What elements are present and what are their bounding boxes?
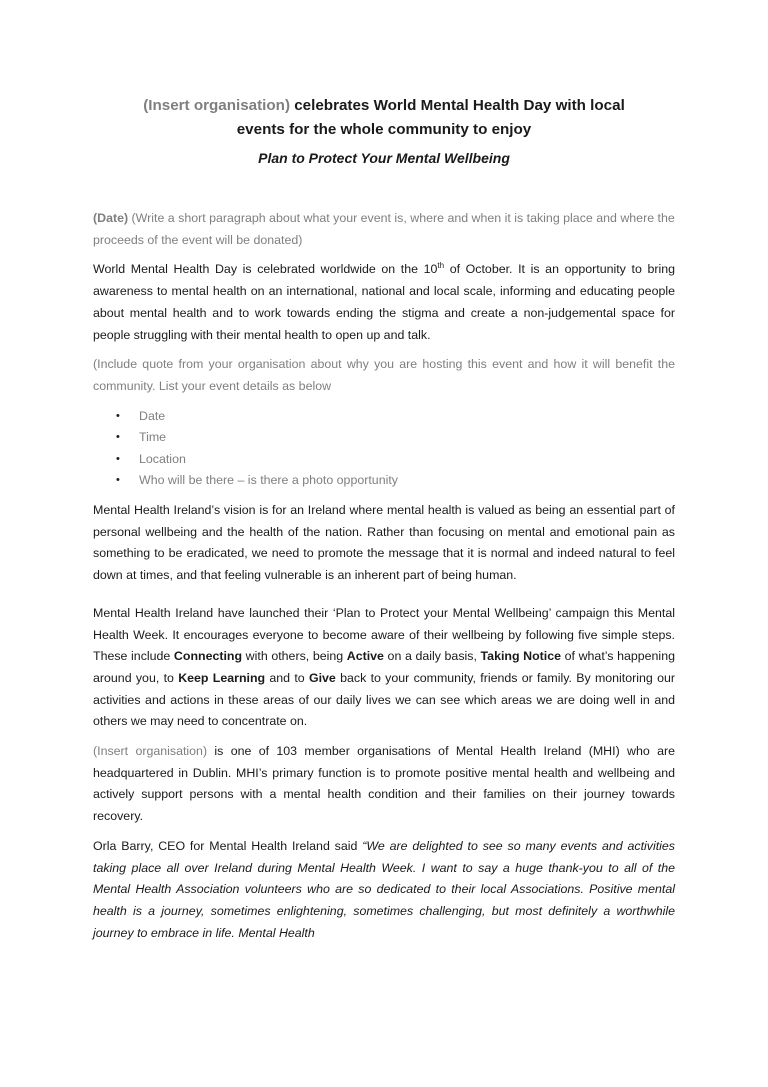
title-line-2: events for the whole community to enjoy [236,121,532,138]
step-taking-notice: Taking Notice [480,649,562,664]
event-detail-location: Location [139,451,186,466]
list-item [114,406,675,428]
campaign-paragraph [93,603,675,733]
vision-paragraph: Mental Health Ireland’s vision is for an Ireland where mental health is valued as being an essential part of personal wellbeing and the health of the nation. Rather than focusing on mental and emotional pain as something to be eradicated, we need to promote the message that it is normal and indeed natural to feel down at times, and that feeling vulnerable is an inherent part of being human. [93,503,675,583]
step-connecting: Connecting [173,649,243,664]
title-line-1: celebrates World Mental Health Day with local [290,97,625,114]
campaign-text: of what’s happening around you, to [93,649,675,685]
document-body [93,94,675,944]
campaign-text: with others, being [242,649,347,664]
bullet-icon: • [116,431,120,444]
event-detail-date: Date [139,408,166,423]
list-item [114,449,675,471]
event-details-list [93,406,675,492]
member-text: is one of 103 member organisations of Mental Health Ireland (MHI) who are headquartered in Dublin. MHI’s primary function is to promote positive mental health and wellbeing and actively support persons with a mental health condition and their families on their journey towards recovery. [93,744,675,824]
list-item [114,427,675,449]
wmhd-text-end: of October. It is an opportunity to bring awareness to mental health on an international, national and local scale, informing and educating people about mental health and to work towards ending the stigma and create a non-judgemental space for people struggling with their mental health to open up and talk. [93,262,675,342]
ceo-quote: “We are delighted to see so many events and activities taking place all over Ireland during Mental Health Week. I want to say a huge thank-you to all of the Mental Health Association volunteers who are so dedicated to their local Associations. Positive mental health is a journey, sometimes enlightening, sometimes challenging, but most definitely a worthwhile journey to embrace in life. Mental Health [93,838,675,940]
campaign-text: back to your community, friends or family. By monitoring our activities and actions in these areas of our daily lives we can see which areas we are doing well in and others we may need to concentrate on. [93,670,675,729]
member-org-placeholder: (Insert organisation) [93,744,208,759]
member-paragraph [93,741,675,828]
ceo-quote-paragraph [93,836,675,945]
date-label: (Date) [93,211,129,225]
step-give: Give [308,670,336,685]
title-org-placeholder: (Insert organisation) [143,97,291,114]
date-instructions: (Write a short paragraph about what your event is, where and when it is taking place and where the proceeds of the event will be donated) [93,211,675,247]
campaign-text: Mental Health Ireland have launched their ‘Plan to Protect your Mental Wellbeing’ campaign this Mental Health Week. It encourages everyone to become aware of their wellbeing by following five simple steps. These include [93,605,675,664]
bullet-icon: • [116,474,120,487]
wmhd-text-start: World Mental Health Day is celebrated worldwide on the 10 [93,262,438,277]
bullet-icon: • [116,409,120,422]
step-active: Active [346,649,384,664]
bullet-icon: • [116,452,120,465]
ordinal-superscript: th [437,261,445,271]
campaign-text: on a daily basis, [383,649,481,664]
event-detail-time: Time [139,430,167,445]
wmhd-paragraph [93,259,675,346]
press-release-title [93,94,675,142]
step-keep-learning: Keep Learning [178,670,266,685]
event-detail-attendees: Who will be there – is there a photo opportunity [139,473,398,488]
campaign-subtitle: Plan to Protect Your Mental Wellbeing [258,150,510,166]
campaign-text: and to [265,670,309,685]
quote-intro: Orla Barry, CEO for Mental Health Ireland said [93,838,363,853]
list-item [114,470,675,492]
date-paragraph [93,208,675,251]
include-quote-paragraph: (Include quote from your organisation about why you are hosting this event and how it will benefit the community. List your event details as below [93,357,675,393]
